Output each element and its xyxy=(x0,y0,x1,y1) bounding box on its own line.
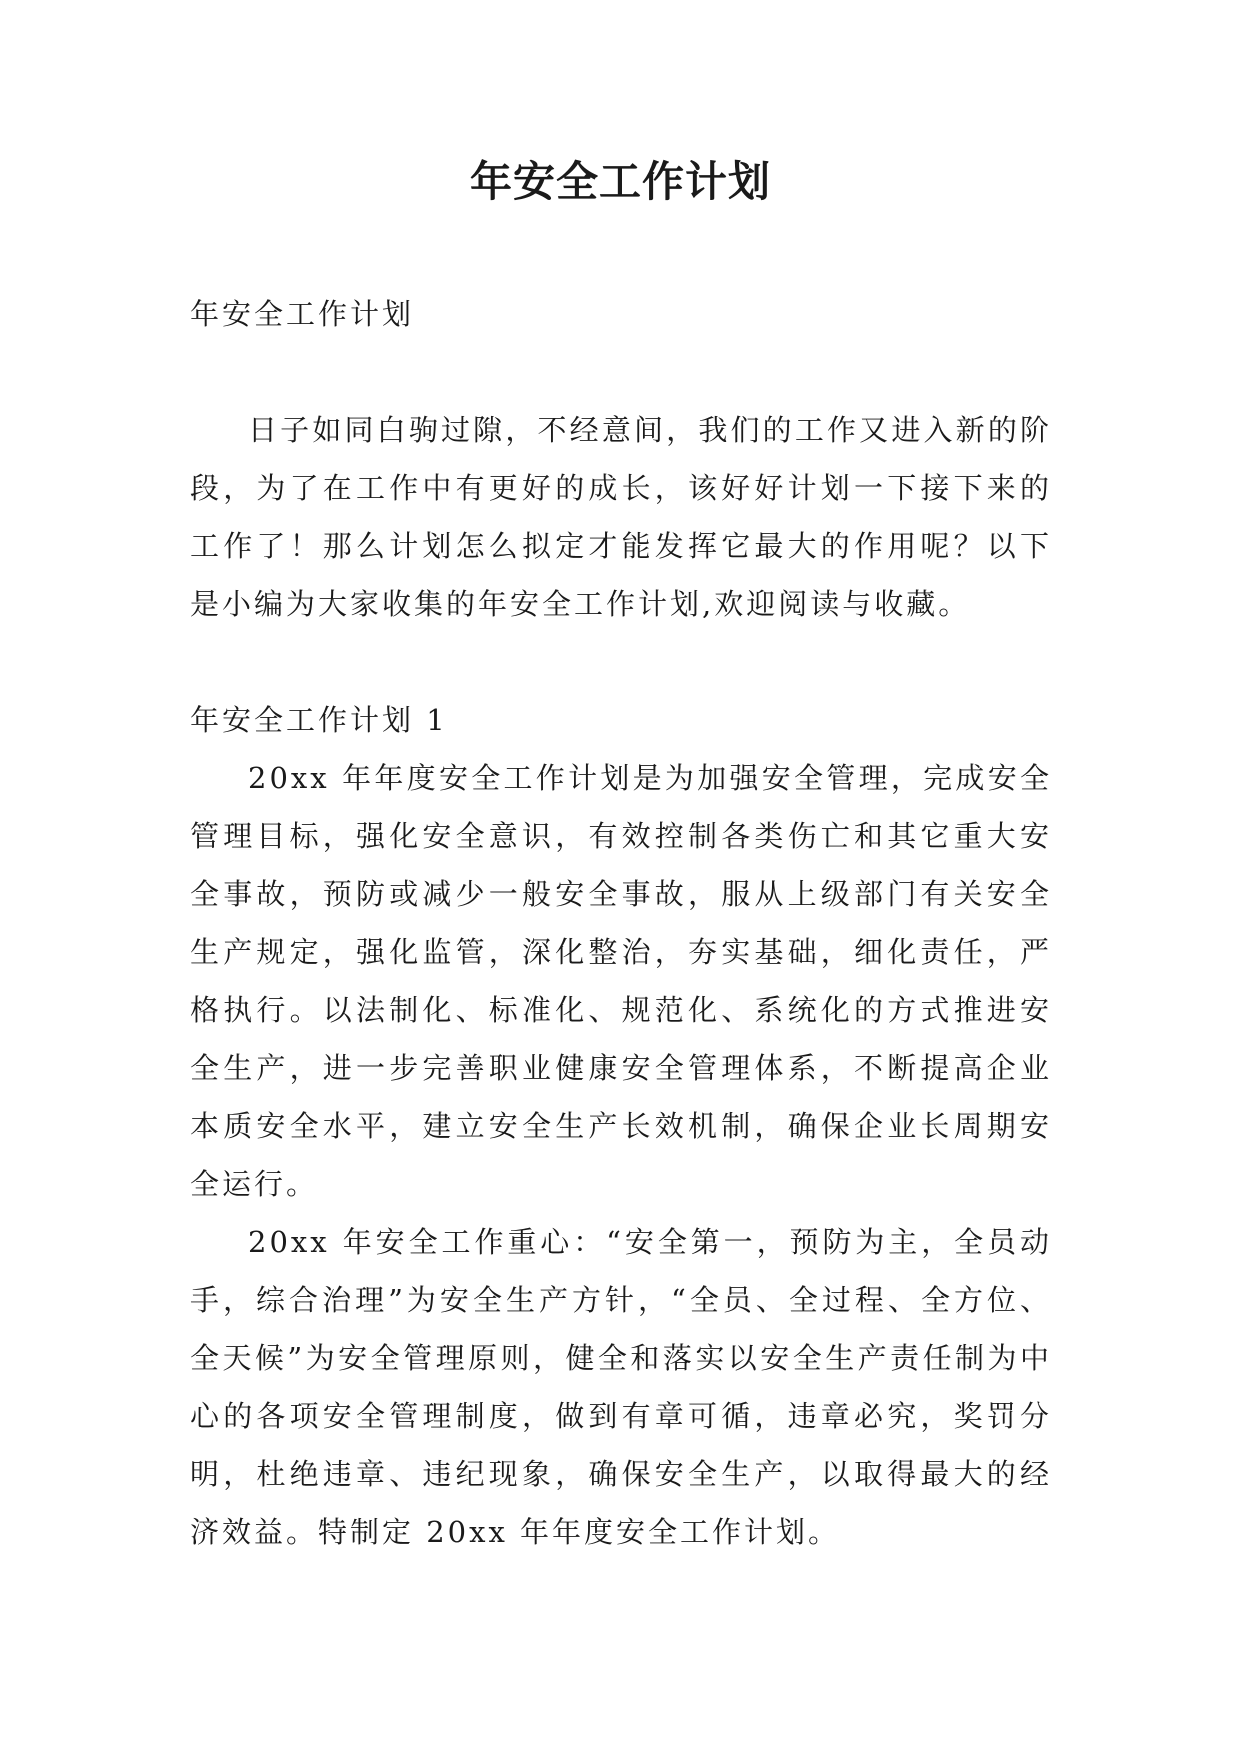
body-paragraph-1: 20xx 年年度安全工作计划是为加强安全管理，完成安全管理目标，强化安全意识，有效控制各类伤亡和其它重大安全事故，预防或减少一般安全事故，服从上级部门有关安全生产规定，强化监管，深化整治，夯实基础，细化责任，严格执行。以法制化、标准化、规范化、系统化的方式推进安全生产，进一步完善职业健康安全管理体系，不断提高企业本质安全水平，建立安全生产长效机制，确保企业长周期安全运行。 xyxy=(190,761,1052,1201)
section-heading: 年安全工作计划 1 xyxy=(190,703,448,737)
document-title: 年安全工作计划 xyxy=(469,157,771,206)
body-paragraph-2: 20xx 年安全工作重心：“安全第一，预防为主，全员动手，综合治理”为安全生产方针，“全员、全过程、全方位、全天候”为安全管理原则，健全和落实以安全生产责任制为中心的各项安全管理制度，做到有章可循，违章必究，奖罚分明，杜绝违章、违纪现象，确保安全生产，以取得最大的经济效益。特制定 20xx 年年度安全工作计划。 xyxy=(190,1225,1052,1549)
document-subtitle: 年安全工作计划 xyxy=(190,297,415,331)
intro-paragraph: 日子如同白驹过隙，不经意间，我们的工作又进入新的阶段，为了在工作中有更好的成长，该好好计划一下接下来的工作了！那么计划怎么拟定才能发挥它最大的作用呢？以下是小编为大家收集的年安全工作计划,欢迎阅读与收藏。 xyxy=(190,413,1052,621)
document-body xyxy=(190,285,1052,1561)
